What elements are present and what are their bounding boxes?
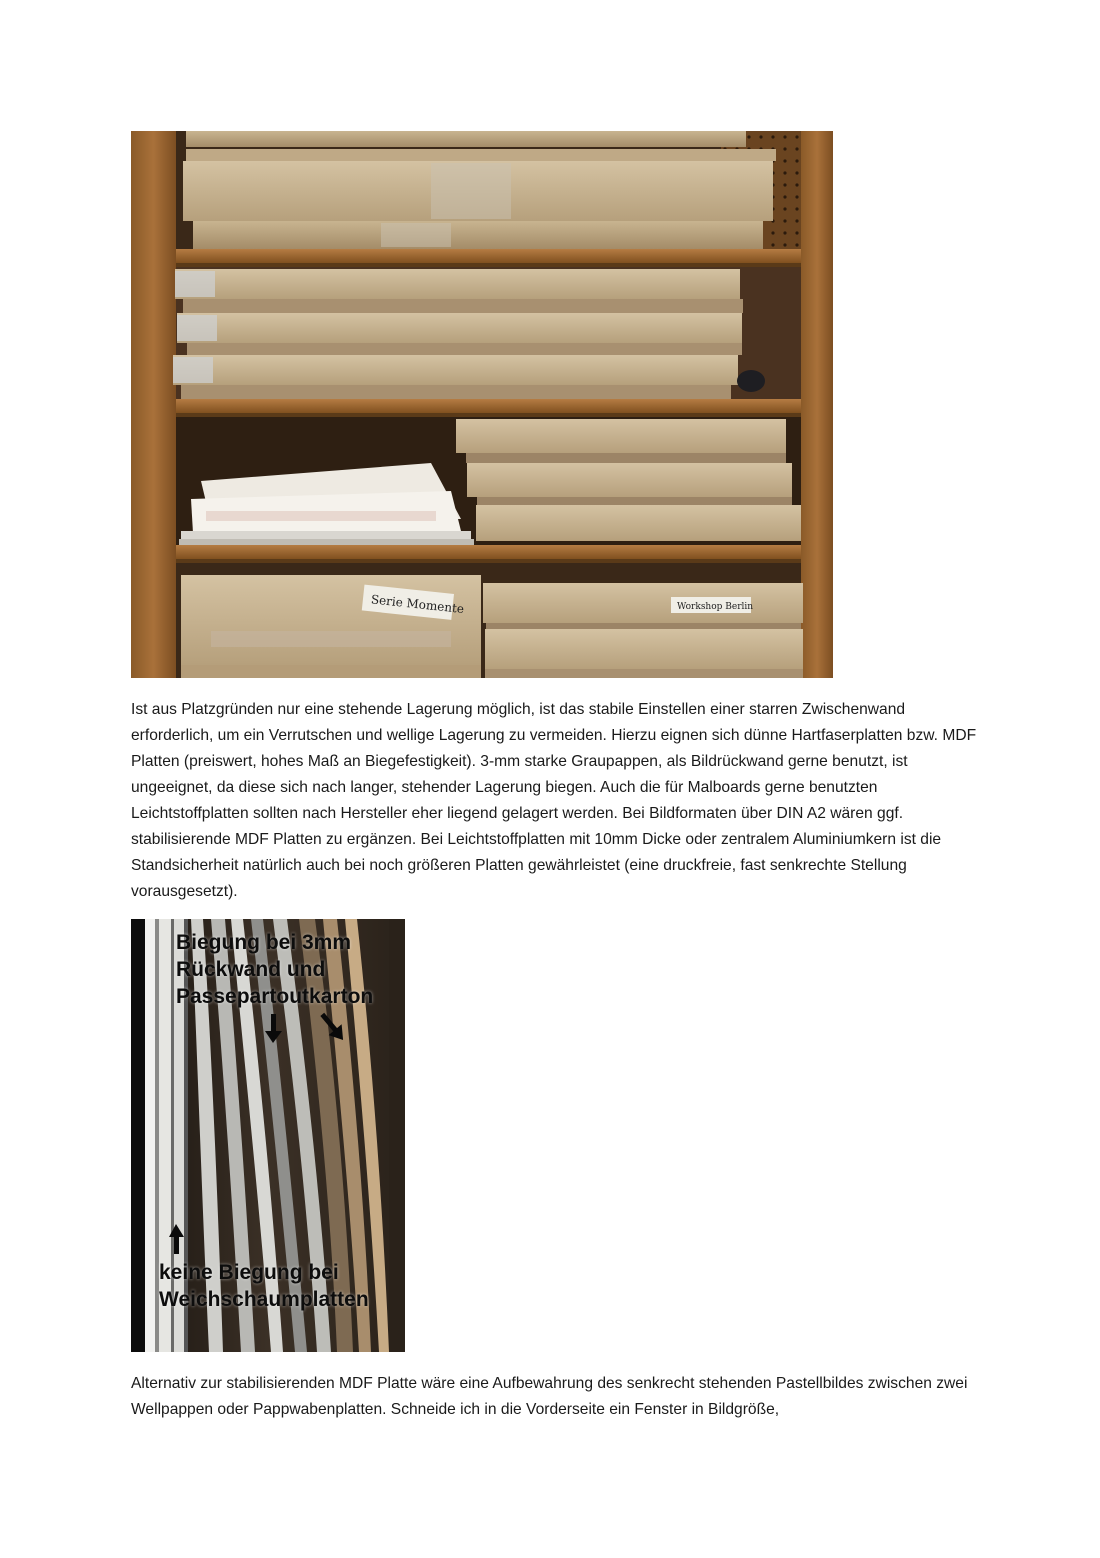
body-paragraph-1: Ist aus Platzgründen nur eine stehende Lagerung möglich, ist das stabile Einstellen einer starren Zwischenwand erforderlich, um ein Verrutschen und wellige Lagerung zu vermeiden. Hierzu eignen sich dünne Hartfaserplatten bzw. MDF Platten (preiswert, hohes Maß an Biegefestigkeit). 3-mm starke Graupappen, als Bildrückwand gerne benutzt, ist ungeeignet, da diese sich nach langer, stehender Lagerung biegen. Auch die für Malboards gerne benutzten Leichtstoffplatten sollten nach Hersteller eher liegend gelagert werden. Bei Bildformaten über DIN A2 wären ggf. stabilisierende MDF Platten zu ergänzen. Bei Leichtstoffplatten mit 10mm Dicke oder zentralem Aluminiumkern ist die Standsicherheit natürlich auch bei noch größeren Platten gewährleistet (eine druckfreie, fast senkrechte Stellung vorausgesetzt).: [131, 701, 977, 900]
box-label-right: Workshop Berlin: [677, 602, 754, 612]
no-bending-caption: keine Biegung bei Weichschaumplatten: [159, 1261, 369, 1311]
box-label-left: Serie Momente: [370, 592, 465, 617]
bending-caption: Biegung bei 3mm Rückwand und Passepartoutkarton: [176, 931, 374, 1008]
bending-photo: [131, 919, 405, 1352]
body-paragraph-2: Alternativ zur stabilisierenden MDF Platte wäre eine Aufbewahrung des senkrecht stehenden Pastellbildes zwischen zwei Wellpappen oder Pappwabenplatten. Schneide ich in die Vorderseite ein Fenster in Bildgröße,: [131, 1375, 968, 1418]
shelf-photo: [131, 131, 833, 678]
